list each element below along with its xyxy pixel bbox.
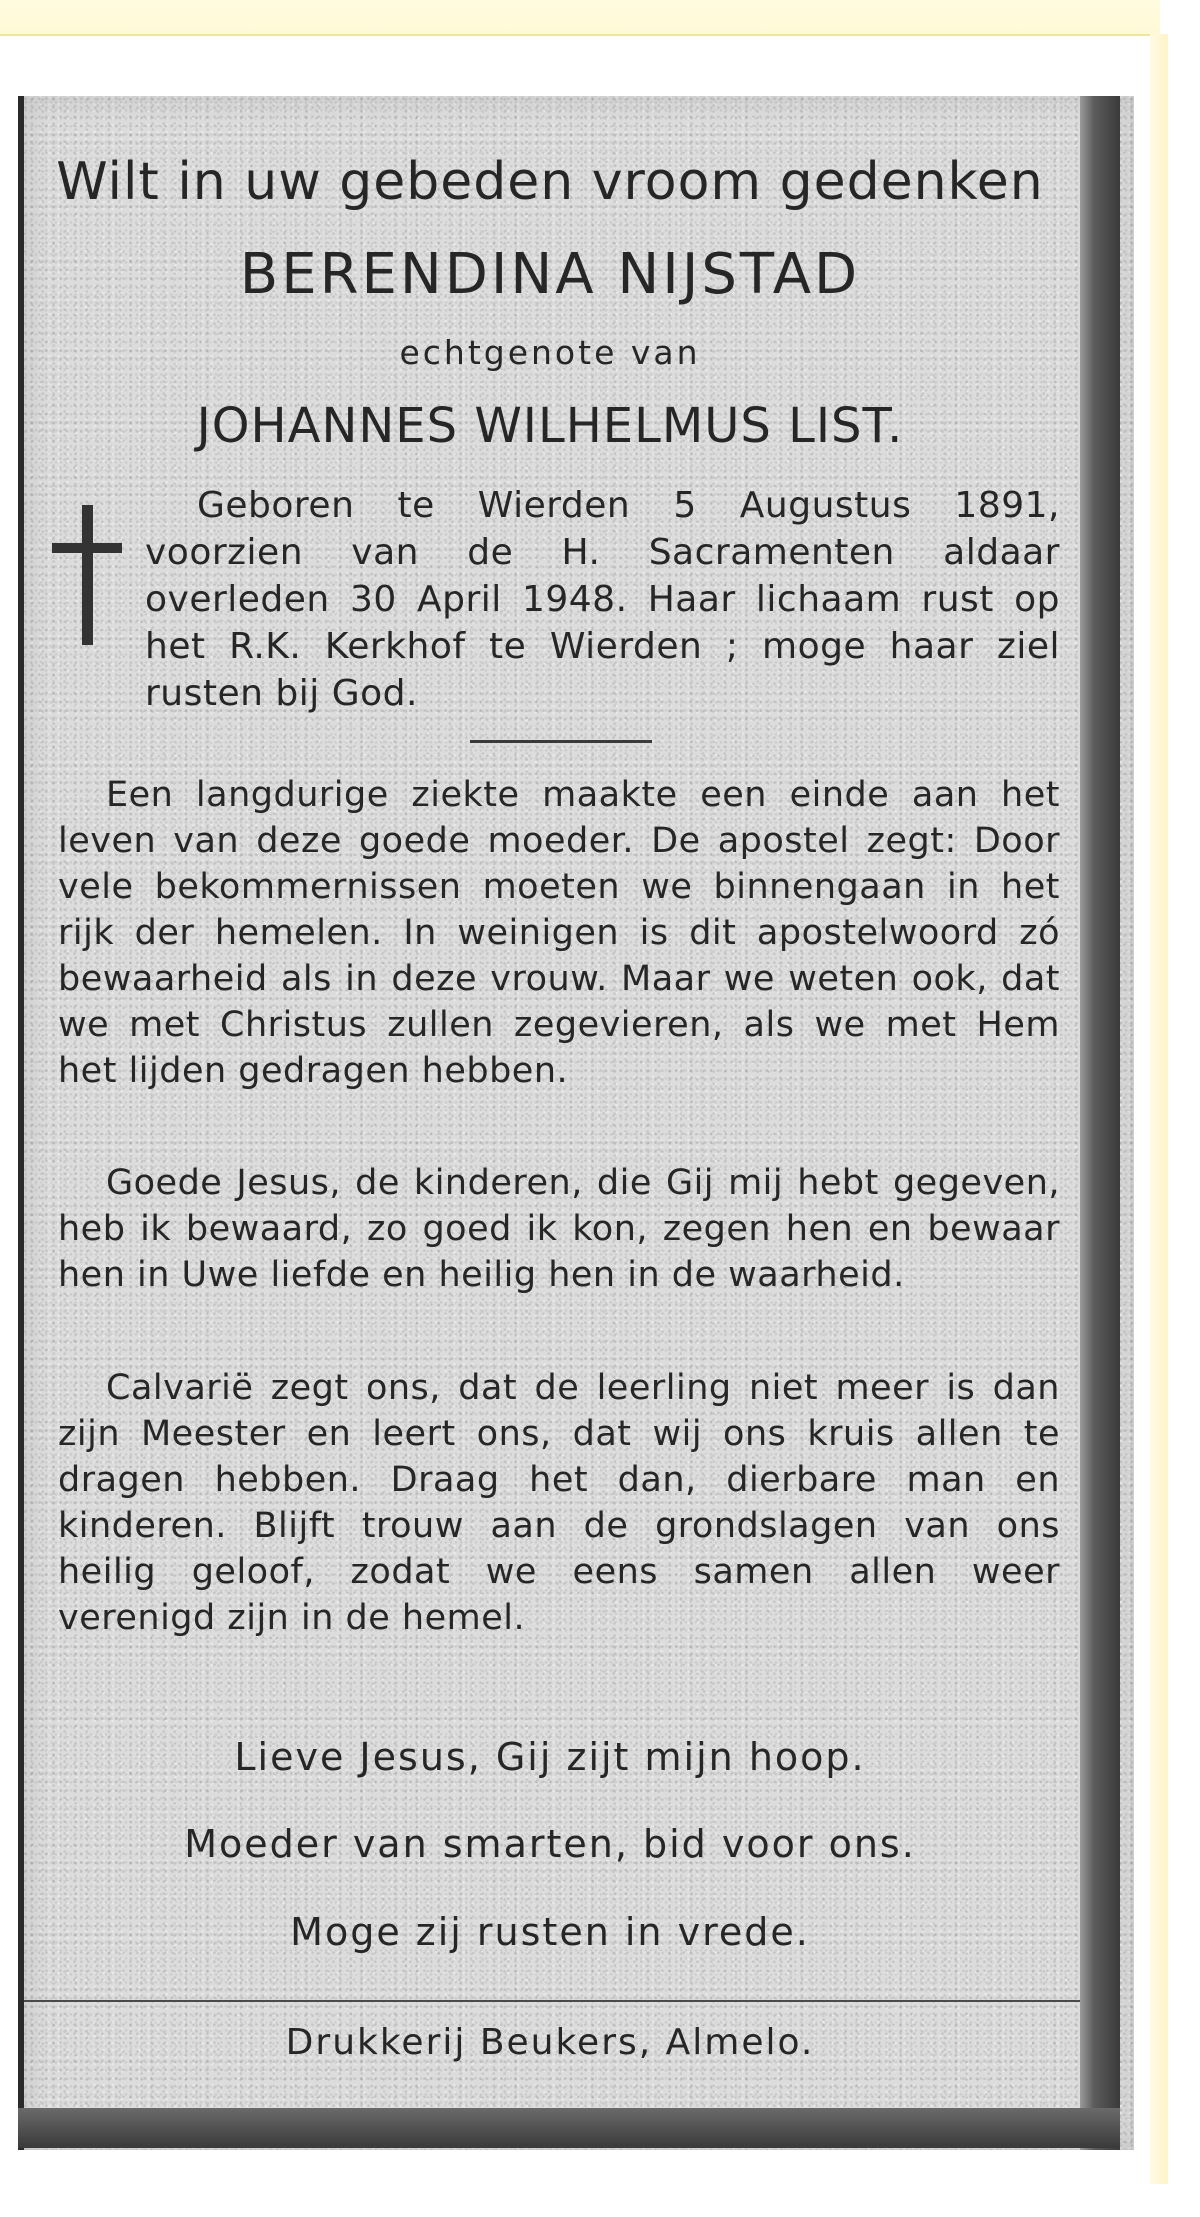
relation-label: echtgenote van [399,333,701,372]
paragraph-children: Goede Jesus, de kinderen, die Gij mij hebt gegeven, heb ik bewaard, zo goed ik kon, zegen hen en bewaar hen in Uwe liefde en heilig hen in de waarheid. [58,1163,1060,1295]
card-shadow-right [1080,96,1120,2150]
footer-divider [24,2000,1080,2002]
printer-credit: Drukkerij Beukers, Almelo. [285,2022,815,2063]
divider-rule [470,740,652,743]
deceased-name: BERENDINA NIJSTAD [239,242,861,307]
card-shadow-bottom [18,2108,1120,2148]
scan-edge-right [1150,34,1168,2184]
prayer-line: Moge zij rusten in vrede. [290,1910,810,1954]
scan-edge-top [0,0,1160,36]
cross-icon [52,505,122,645]
invocation-heading: Wilt in uw gebeden vroom gedenken [56,152,1044,212]
prayer-line: Lieve Jesus, Gij zijt mijn hoop. [234,1735,866,1779]
paragraph-illness: Een langdurige ziekte maakte een einde aan het leven van deze goede moeder. De apostel zegt: Door vele bekommernissen moeten we binnengaan in het rijk der hemelen. In weinigen is dit apostelwoord zó bewaarheid als in deze vrouw. Maar we weten ook, dat we met Christus zullen zegevieren, als we met Hem het lijden gedragen hebben. [58,775,1060,1091]
biography-text: Geboren te Wierden 5 Augustus 1891, voorzien van de H. Sacramenten aldaar overleden 30 April 1948. Haar lichaam rust op het R.K. Kerkhof te Wierden ; moge haar ziel rusten bij God. [145,485,1060,714]
prayer-line: Moeder van smarten, bid voor ons. [184,1822,916,1866]
paragraph-calvary: Calvarië zegt ons, dat de leerling niet meer is dan zijn Meester en leert ons, dat wij ons kruis allen te dragen hebben. Draag het dan, dierbare man en kinderen. Blijft trouw aan de grondslagen van ons heilig geloof, zodat we eens samen allen weer verenigd zijn in de hemel. [58,1368,1060,1638]
spouse-name: JOHANNES WILHELMUS LIST. [196,398,904,454]
